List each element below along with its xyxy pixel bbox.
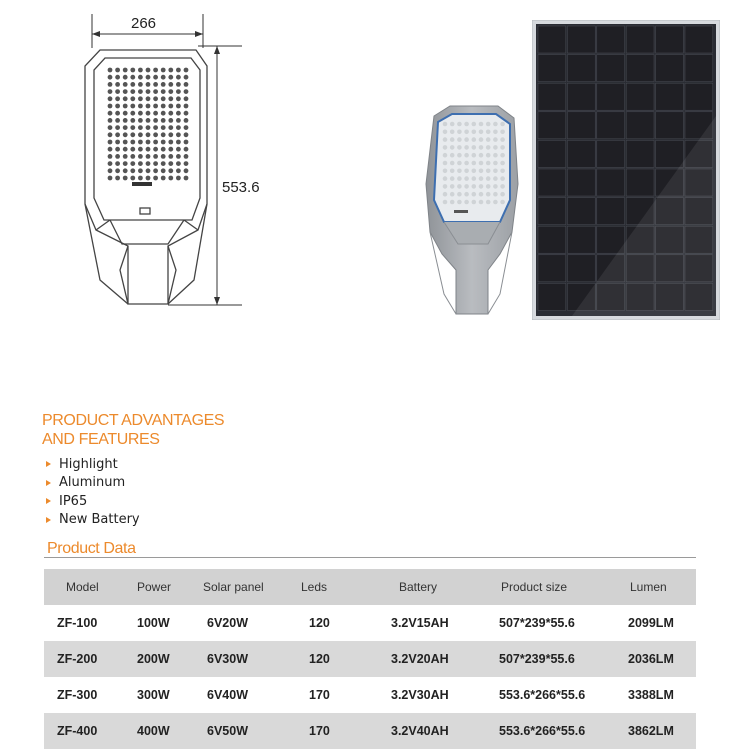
feature-label: IP65	[59, 493, 88, 509]
dimension-drawing	[60, 8, 290, 308]
triangle-bullet-icon	[46, 461, 51, 467]
table-header-row	[44, 569, 696, 605]
table-row	[44, 605, 696, 641]
cell-lumen: 2036LM	[628, 652, 674, 666]
cell-product-size: 553.6*266*55.6	[499, 724, 586, 738]
cell-battery: 3.2V20AH	[391, 652, 449, 666]
cell-power: 400W	[137, 724, 170, 738]
table-row	[44, 713, 696, 749]
cell-solar-panel: 6V30W	[207, 652, 248, 666]
cell-power: 100W	[137, 616, 170, 630]
cell-power: 200W	[137, 652, 170, 666]
cell-lumen: 3862LM	[628, 724, 674, 738]
street-lamp-photo	[418, 104, 528, 320]
solar-panel-photo	[532, 20, 720, 320]
feature-item	[46, 511, 140, 530]
feature-item	[46, 455, 140, 474]
cell-product-size: 507*239*55.6	[499, 616, 575, 630]
divider	[44, 557, 696, 558]
header-leds: Leds	[301, 580, 328, 594]
header-product-size: Product size	[501, 580, 568, 594]
triangle-bullet-icon	[46, 517, 51, 523]
advantages-title-line1: PRODUCT ADVANTAGES	[42, 412, 225, 429]
cell-model: ZF-100	[57, 616, 98, 630]
product-data-table	[44, 569, 696, 749]
cell-battery: 3.2V40AH	[391, 724, 449, 738]
advantages-title-line2: AND FEATURES	[42, 431, 160, 448]
feature-list	[46, 455, 140, 529]
cell-product-size: 553.6*266*55.6	[499, 688, 586, 702]
cell-model: ZF-300	[57, 688, 98, 702]
triangle-bullet-icon	[46, 480, 51, 486]
table-row	[44, 641, 696, 677]
cell-solar-panel: 6V20W	[207, 616, 248, 630]
feature-item	[46, 474, 140, 493]
cell-model: ZF-400	[57, 724, 98, 738]
header-model: Model	[66, 580, 99, 594]
product-data-title: Product Data	[47, 540, 136, 557]
cell-product-size: 507*239*55.6	[499, 652, 575, 666]
width-dimension-label: 266	[131, 15, 157, 32]
triangle-bullet-icon	[46, 498, 51, 504]
height-dimension-label: 553.6	[222, 179, 260, 196]
advantages-title	[42, 411, 262, 449]
cell-battery: 3.2V15AH	[391, 616, 449, 630]
cell-battery: 3.2V30AH	[391, 688, 449, 702]
feature-label: Aluminum	[59, 475, 126, 491]
cell-lumen: 3388LM	[628, 688, 674, 702]
cell-leds: 170	[309, 688, 330, 702]
cell-power: 300W	[137, 688, 170, 702]
header-lumen: Lumen	[630, 580, 667, 594]
cell-lumen: 2099LM	[628, 616, 674, 630]
table-row	[44, 677, 696, 713]
cell-solar-panel: 6V40W	[207, 688, 248, 702]
header-power: Power	[137, 580, 172, 594]
cell-solar-panel: 6V50W	[207, 724, 248, 738]
feature-label: Highlight	[59, 456, 118, 472]
cell-leds: 120	[309, 616, 330, 630]
header-battery: Battery	[399, 580, 438, 594]
header-solar-panel: Solar panel	[203, 580, 264, 594]
feature-label: New Battery	[59, 512, 140, 528]
cell-leds: 170	[309, 724, 330, 738]
feature-item	[46, 492, 140, 511]
cell-model: ZF-200	[57, 652, 98, 666]
cell-leds: 120	[309, 652, 330, 666]
